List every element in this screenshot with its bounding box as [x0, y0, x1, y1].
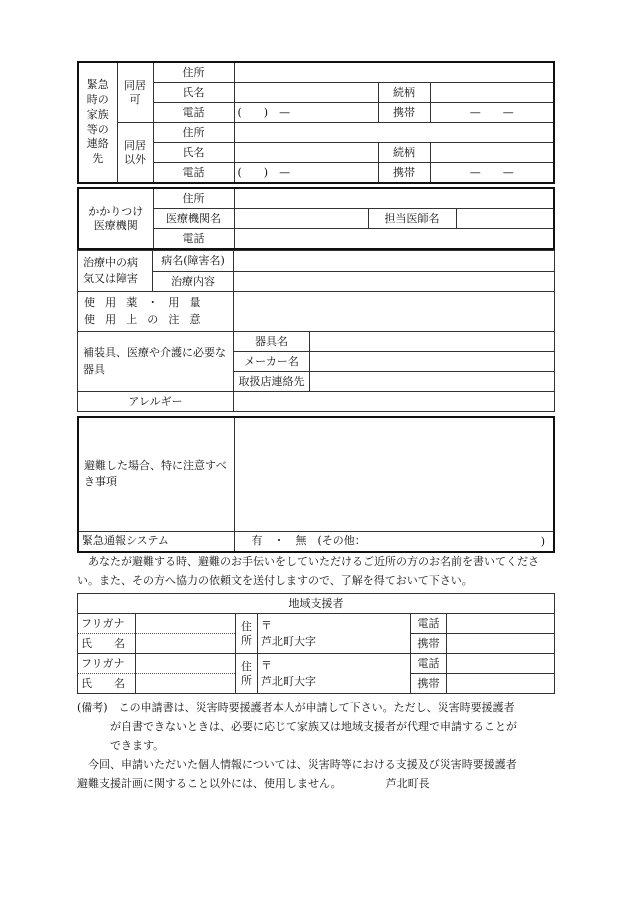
notes-label: (備考) [77, 701, 108, 714]
privacy-text1: 今回、申請いただいた個人情報については、災害時等における支援及び災害時要援護者 [88, 758, 517, 771]
doctor-field[interactable] [456, 209, 554, 229]
doctor-label: 担当医師名 [368, 209, 456, 229]
clinic-address-label: 住所 [153, 188, 234, 209]
notes-block [77, 698, 557, 793]
disease-field[interactable] [234, 251, 555, 272]
notes-text1: この申請書は、災害時要援護者本人が申請して下さい。ただし、災害時要援護者 [118, 701, 515, 714]
supporter-mobile-field[interactable] [447, 634, 555, 654]
address-field[interactable] [234, 123, 554, 143]
disease-label: 病名(障害名) [153, 251, 234, 272]
relation-field[interactable] [430, 143, 554, 163]
alert-field[interactable] [234, 531, 554, 552]
phone-field[interactable]: ( ) — [234, 163, 378, 184]
notes-text3: できます。 [110, 739, 165, 752]
mobile-field[interactable]: — — [430, 163, 554, 184]
name-label: 氏名 [153, 83, 234, 103]
emergency-contact-table [77, 61, 555, 184]
supporter-heading: 地域支援者 [78, 594, 555, 614]
equipment-name-label: 器具名 [234, 332, 310, 352]
supporter-name-label: 氏 名 [78, 634, 136, 654]
name-field[interactable] [234, 83, 378, 103]
evac-notes-label: 避難した場合、特に注意すべき事項 [78, 417, 234, 531]
supporter-mobile-label: 携帯 [411, 634, 447, 654]
signature: 芦北町長 [385, 777, 430, 790]
phone-field[interactable]: ( ) — [234, 103, 378, 123]
supporter-name-label: 氏 名 [78, 674, 136, 694]
treatment-field[interactable] [234, 272, 555, 292]
mobile-label: 携帯 [378, 103, 430, 123]
furigana-field[interactable] [136, 654, 236, 674]
furigana-label: フリガナ [78, 614, 136, 634]
equipment-name-field[interactable] [310, 332, 555, 352]
cohab-label: 同居可 [117, 62, 153, 123]
address-field[interactable] [234, 62, 554, 83]
town-text: 芦北町大字 [261, 634, 316, 648]
supporter-address-field[interactable] [258, 654, 411, 694]
mobile-label: 携帯 [378, 163, 430, 184]
institution-field[interactable] [234, 209, 368, 229]
evac-notes-field[interactable] [234, 417, 554, 531]
alert-label: 緊急通報システム [78, 531, 234, 552]
relation-label: 続柄 [378, 83, 430, 103]
phone-label: 電話 [153, 103, 234, 123]
alert-close: ) [540, 534, 545, 548]
mobile-field[interactable]: — — [430, 103, 554, 123]
emergency-heading: 緊急時の家族等の連絡先 [78, 62, 117, 183]
supporter-table [77, 593, 555, 694]
allergy-label: アレルギー [78, 392, 234, 412]
medicine-line2: 使 用 上 の 注 意 [84, 312, 204, 326]
dealer-field[interactable] [310, 372, 555, 392]
clinic-phone-field[interactable] [234, 229, 554, 250]
name-field[interactable] [234, 143, 378, 163]
supporter-address-label: 住所 [236, 654, 258, 694]
privacy-text2: 避難支援計画に関すること以外には、使用しません。 [77, 777, 342, 790]
postal-mark: 〒 [261, 619, 272, 633]
furigana-label: フリガナ [78, 654, 136, 674]
supporter-name-field[interactable] [136, 674, 236, 694]
maker-label: メーカー名 [234, 352, 310, 372]
clinic-address-field[interactable] [234, 188, 554, 209]
institution-label: 医療機関名 [153, 209, 234, 229]
supporter-phone-label: 電話 [411, 654, 447, 674]
clinic-phone-label: 電話 [153, 229, 234, 250]
relation-label: 続柄 [378, 143, 430, 163]
equipment-heading: 補装具、医療や介護に必要な器具 [78, 332, 234, 392]
clinic-table [77, 187, 555, 250]
address-label: 住所 [153, 123, 234, 143]
medicine-heading [78, 292, 234, 332]
allergy-field[interactable] [234, 392, 555, 412]
supporter-phone-field[interactable] [447, 614, 555, 634]
illness-heading: 治療中の病気又は障害 [78, 251, 153, 292]
name-label: 氏名 [153, 143, 234, 163]
dealer-label: 取扱店連絡先 [234, 372, 310, 392]
treatment-label: 治療内容 [153, 272, 234, 292]
address-label: 住所 [153, 62, 234, 83]
notes-text2: が自書できないときは、必要に応じて家族又は地域支援者が代理で申請することが [110, 720, 517, 733]
relation-field[interactable] [430, 83, 554, 103]
maker-field[interactable] [310, 352, 555, 372]
supporter-mobile-label: 携帯 [411, 674, 447, 694]
supporter-address-label: 住所 [236, 614, 258, 654]
supporter-address-field[interactable] [258, 614, 411, 654]
medicine-field[interactable] [234, 292, 555, 332]
medicine-line1: 使 用 薬 ・ 用 量 [84, 296, 204, 309]
furigana-field[interactable] [136, 614, 236, 634]
town-text: 芦北町大字 [261, 674, 316, 688]
supporter-phone-field[interactable] [447, 654, 555, 674]
clinic-heading: かかりつけ医療機関 [78, 188, 153, 249]
noncohab-label: 同居以外 [117, 123, 153, 184]
supporter-phone-label: 電話 [411, 614, 447, 634]
postal-mark: 〒 [261, 659, 272, 673]
supporter-name-field[interactable] [136, 634, 236, 654]
evac-table [77, 416, 555, 553]
supporter-mobile-field[interactable] [447, 674, 555, 694]
phone-label: 電話 [153, 163, 234, 184]
alert-options: 有 ・ 無 (その他： [251, 534, 366, 548]
medical-table [77, 250, 555, 412]
intro-text: あなたが避難する時、避難のお手伝いをしていただけるご近所の方のお名前を書いてください。また、その方へ協力の依頼文を送付しますので、了解を得ておいて下さい。 [77, 555, 539, 587]
